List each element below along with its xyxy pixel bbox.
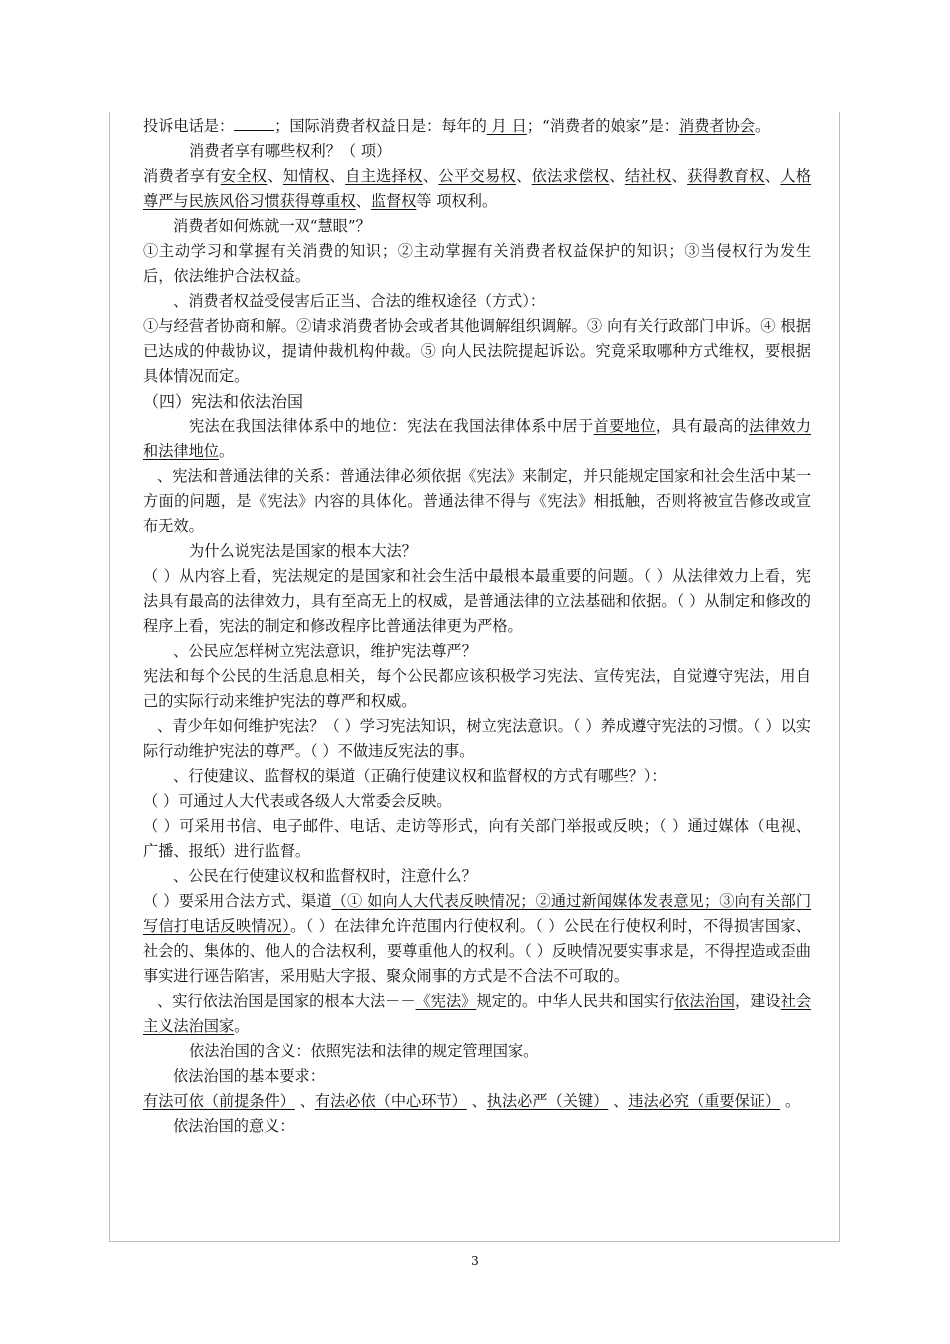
paragraph [143, 764, 811, 789]
paragraph [143, 714, 811, 764]
underlined-answer: 执法必严（关键） [486, 1092, 609, 1110]
underlined-answer: 获得教育权 [687, 167, 765, 185]
text-run: （ ）可采用书信、电子邮件、电话、走访等形式，向有关部门举报或反映；（ ）通过媒体（电视、广播、报纸）进行监督。 [143, 817, 811, 860]
text-run: 依法治国的基本要求： [173, 1067, 325, 1085]
paragraph [143, 239, 811, 289]
underlined-answer: 月 日 [486, 117, 527, 135]
text-run: 、 [329, 167, 346, 185]
text-run: 消费者如何炼就一双“慧眼”？ [173, 217, 371, 235]
text-run: 。 [754, 117, 771, 135]
document-body [143, 114, 811, 1139]
text-run: 、 [608, 1092, 629, 1110]
text-run: 、公民应怎样树立宪法意识，维护宪法尊严？ [173, 642, 477, 660]
text-run: 、消费者权益受侵害后正当、合法的维权途径（方式）： [173, 292, 546, 310]
text-run: 宪法在我国法律体系中的地位：宪法在我国法律体系中居于 [189, 417, 594, 435]
text-run: 。 [218, 442, 235, 460]
text-run: 、 [466, 1092, 487, 1110]
text-run: （四）宪法和依法治国 [143, 392, 304, 411]
underlined-answer: 违法必究（重要保证） [628, 1092, 781, 1110]
underlined-answer: （① 如向人大代表反映情况；②通过新闻媒体发表意见；③向有关部门写信打电话反映情况） [143, 892, 812, 935]
text-run: （ ）要采用合法方式、渠道 [143, 892, 332, 910]
paragraph [143, 664, 811, 714]
paragraph [143, 639, 811, 664]
underlined-answer: 结社权 [624, 167, 672, 185]
underlined-answer: 自主选择权 [345, 167, 423, 185]
text-run: 、青少年如何维护宪法？（ ）学习宪法知识，树立宪法意识。（ ）养成遵守宪法的习惯。（ ）以实际行动维护宪法的尊严。（ ）不做违反宪法的事。 [143, 717, 811, 760]
text-run: 为什么说宪法是国家的根本大法？ [189, 542, 417, 560]
paragraph [143, 989, 811, 1039]
text-run: 、行使建议、监督权的渠道（正确行使建议权和监督权的方式有哪些？）： [173, 767, 667, 785]
text-run: 依法治国的意义： [173, 1117, 295, 1135]
underlined-answer: 消费者协会 [679, 117, 755, 135]
text-run: 宪法和每个公民的生活息息相关，每个公民都应该积极学习宪法、宣传宪法，自觉遵守宪法，用自己的实际行动来维护宪法的尊严和权威。 [143, 667, 811, 710]
text-run: 、 [764, 167, 781, 185]
page-number: 3 [471, 1254, 479, 1268]
text-run: 投诉电话是： [143, 117, 235, 135]
paragraph [143, 214, 811, 239]
text-run: 。 [234, 1017, 250, 1035]
text-run: ①主动学习和掌握有关消费的知识；②主动掌握有关消费者权益保护的知识；③当侵权行为发生后，依法维护合法权益。 [143, 242, 811, 285]
underlined-answer: 安全权 [220, 167, 268, 185]
text-run: ，具有最高的 [655, 417, 750, 435]
paragraph [143, 564, 811, 639]
paragraph [143, 139, 811, 164]
text-run: 规定的。中华人民共和国实行 [476, 992, 675, 1010]
paragraph [143, 1064, 811, 1089]
underlined-answer: 人格尊严与民族风俗习惯获得尊重权 [143, 167, 812, 210]
paragraph [143, 414, 811, 464]
paragraph [143, 814, 811, 864]
text-run: 、 [355, 192, 371, 210]
underlined-answer: 首要地位 [593, 417, 656, 435]
text-run: 消费者享有 [143, 167, 221, 185]
text-run: 、公民在行使建议权和监督权时，注意什么？ [173, 867, 477, 885]
text-run: （ ）可通过人大代表或各级人大常委会反映。 [143, 792, 452, 810]
text-run: ①与经营者协商和解。②请求消费者协会或者其他调解组织调解。③ 向有关行政部门申诉。④ 根据已达成的仲裁协议，提请仲裁机构仲裁。⑤ 向人民法院提起诉讼。究竟采取哪种方式维权，要根据具体情况而定。 [143, 317, 811, 385]
underlined-answer: 依法求偿权 [531, 167, 610, 185]
underlined-answer: 知情权 [282, 167, 330, 185]
text-run: 。（ ）在法律允许范围内行使权利。（ ）公民在行使权利时，不得损害国家、社会的、集体的、他人的合法权利，要尊重他人的权利。（ ）反映情况要实事求是，不得捏造或歪曲事实进行诬告陷害，采用贴大字报、聚众闹事的方式是不合法不可取的。 [143, 917, 811, 985]
text-run: 、 [609, 167, 625, 185]
text-run: 、 [294, 1092, 315, 1110]
text-run: 、 [267, 167, 283, 185]
paragraph [143, 114, 811, 139]
paragraph [143, 164, 811, 214]
text-run: 、 [671, 167, 688, 185]
text-run: 、实行依法治国是国家的根本大法－－ [157, 992, 416, 1010]
text-run: 、 [516, 167, 532, 185]
underlined-answer: 《宪法》 [415, 992, 477, 1010]
text-run: 、宪法和普通法律的关系：普通法律必须依据《宪法》来制定，并只能规定国家和社会生活中某一方面的问题，是《宪法》内容的具体化。普通法律不得与《宪法》相抵触，否则将被宣告修改或宣布无效。 [143, 467, 811, 535]
text-run: ；国际消费者权益日是：每年的 [274, 117, 487, 135]
paragraph [143, 539, 811, 564]
paragraph [143, 289, 811, 314]
paragraph [143, 789, 811, 814]
paragraph [143, 1114, 811, 1139]
underlined-answer: 有法可依（前提条件） [143, 1092, 295, 1110]
text-run: 等 项权利。 [416, 192, 498, 210]
paragraph [143, 1089, 811, 1114]
section-heading [143, 389, 811, 414]
underlined-answer: 依法治国 [674, 992, 735, 1010]
underlined-answer: 公平交易权 [438, 167, 517, 185]
paragraph [143, 464, 811, 539]
paragraph [143, 864, 811, 889]
text-run: （ ）从内容上看，宪法规定的是国家和社会生活中最根本最重要的问题。（ ）从法律效力上看，宪法具有最高的法律效力，具有至高无上的权威，是普通法律的立法基础和依据。（ ）从制定和修改的程序上看，宪法的制定和修改程序比普通法律更为严格。 [143, 567, 811, 635]
text-run: 、 [422, 167, 439, 185]
text-run: 依法治国的含义：依照宪法和法律的规定管理国家。 [189, 1042, 539, 1060]
underlined-answer: 有法必依（中心环节） [314, 1092, 467, 1110]
text-run: 。 [780, 1092, 801, 1110]
fill-in-blank [234, 116, 274, 131]
underlined-answer: 社会主义法治国家 [143, 992, 812, 1035]
text-run: 消费者享有哪些权利？（ 项） [189, 142, 392, 160]
underlined-answer: 法律效力和法律地位 [143, 417, 812, 460]
paragraph [143, 314, 811, 389]
underlined-answer: 监督权 [370, 192, 417, 210]
paragraph [143, 1039, 811, 1064]
paragraph [143, 889, 811, 989]
text-run: ；“消费者的娘家”是： [526, 117, 679, 135]
text-run: ，建设 [735, 992, 781, 1010]
